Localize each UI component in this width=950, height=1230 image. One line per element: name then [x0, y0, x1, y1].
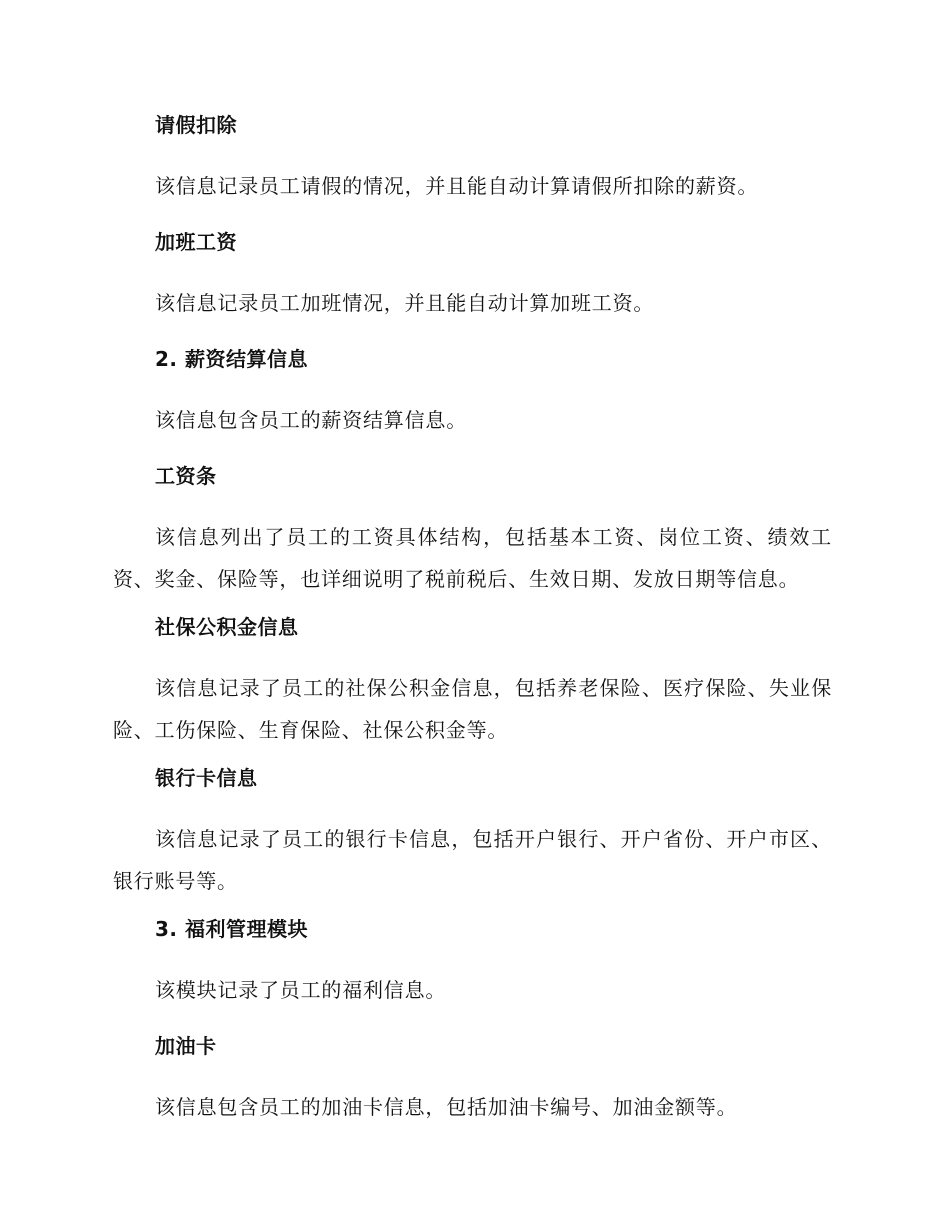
section-heading: 请假扣除 — [155, 113, 237, 137]
section-paragraph: 该信息包含员工的薪资结算信息。 — [155, 408, 467, 432]
section-social-security — [113, 612, 832, 751]
section-heading: 加班工资 — [155, 230, 237, 254]
section-heading: 2. 薪资结算信息 — [155, 347, 308, 371]
section-heading: 加油卡 — [155, 1034, 217, 1058]
section-heading: 工资条 — [155, 464, 217, 488]
section-bank-card — [113, 763, 832, 902]
section-payslip — [113, 461, 832, 600]
section-heading: 3. 福利管理模块 — [155, 917, 308, 941]
section-leave-deduction — [113, 110, 832, 207]
section-paragraph: 该信息记录了员工的社保公积金信息，包括养老保险、医疗保险、失业保险、工伤保险、生育保险、社保公积金等。 — [113, 676, 832, 742]
section-paragraph: 该信息记录员工请假的情况，并且能自动计算请假所扣除的薪资。 — [155, 174, 759, 198]
section-paragraph: 该信息列出了员工的工资具体结构，包括基本工资、岗位工资、绩效工资、奖金、保险等，也详细说明了税前税后、生效日期、发放日期等信息。 — [113, 525, 832, 591]
section-paragraph: 该信息记录员工加班情况，并且能自动计算加班工资。 — [155, 291, 655, 315]
section-benefits-module — [113, 914, 832, 1011]
section-fuel-card — [113, 1031, 832, 1128]
section-paragraph: 该模块记录了员工的福利信息。 — [155, 978, 447, 1002]
section-overtime-pay — [113, 227, 832, 324]
section-heading: 社保公积金信息 — [155, 615, 299, 639]
section-salary-settlement — [113, 344, 832, 441]
section-heading: 银行卡信息 — [155, 766, 258, 790]
section-paragraph: 该信息包含员工的加油卡信息，包括加油卡编号、加油金额等。 — [155, 1095, 738, 1119]
section-paragraph: 该信息记录了员工的银行卡信息，包括开户银行、开户省份、开户市区、银行账号等。 — [113, 827, 832, 893]
